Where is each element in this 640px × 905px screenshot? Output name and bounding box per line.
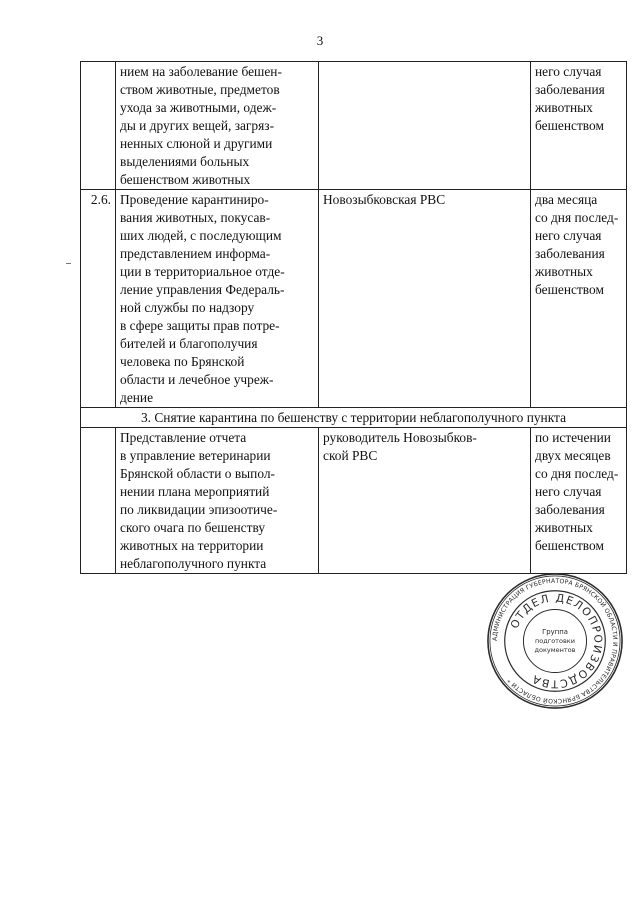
measures-table	[80, 61, 627, 574]
deadline-cell: него случая заболевания животных бешенством	[531, 62, 627, 190]
responsible-cell: руководитель Новозыбков- ской РВС	[319, 428, 531, 574]
measure-cell: Проведение карантиниро- вания животных, покусав- ших людей, с последующим представлением информа- ции в территориальное отде- ление управления Федераль- ной службы по надзору в сфере защиты прав потре- бителей и благополучия человека по Брянской области и лечебное учреж- дение	[116, 190, 319, 408]
table-row	[81, 62, 627, 190]
table-row	[81, 428, 627, 574]
responsible-cell: Новозыбковская РВС	[319, 190, 531, 408]
seal-inner-text: ОТДЕЛ ДЕЛОПРОИЗВОДСТВА	[507, 591, 605, 691]
measure-cell: нием на заболевание бешен- ством животные, предметов ухода за животными, одеж- ды и других вещей, загряз- ненных слюной и другими выделениями больных бешенством животных	[116, 62, 319, 190]
responsible-cell	[319, 62, 531, 190]
measure-cell: Представление отчета в управление ветеринарии Брянской области о выпол- нении плана мероприятий по ликвидации эпизоотиче- ского очага по бешенству животных на территории неблагополучного пункта	[116, 428, 319, 574]
page-number: 3	[316, 33, 324, 48]
deadline-cell: по истечении двух месяцев со дня послед- него случая заболевания животных бешенством	[531, 428, 627, 574]
row-number: 2.6.	[81, 190, 116, 408]
section-header-row	[81, 408, 627, 428]
deadline-cell: два месяца со дня послед- него случая заболевания животных бешенством	[531, 190, 627, 408]
margin-mark	[66, 263, 71, 264]
seal-center-line: Группа	[542, 628, 568, 637]
row-number	[81, 428, 116, 574]
seal-center-line: подготовки	[535, 636, 575, 645]
seal-center-line: документов	[534, 645, 576, 654]
section-3-title: 3. Снятие карантина по бешенству с территории неблагополучного пункта	[81, 408, 627, 428]
table-row	[81, 190, 627, 408]
row-number	[81, 62, 116, 190]
official-seal	[486, 572, 624, 710]
seal-outer-text: АДМИНИСТРАЦИЯ ГУБЕРНАТОРА БРЯНСКОЙ ОБЛАСТИ И ПРАВИТЕЛЬСТВА БРЯНСКОЙ ОБЛАСТИ *	[491, 577, 619, 705]
